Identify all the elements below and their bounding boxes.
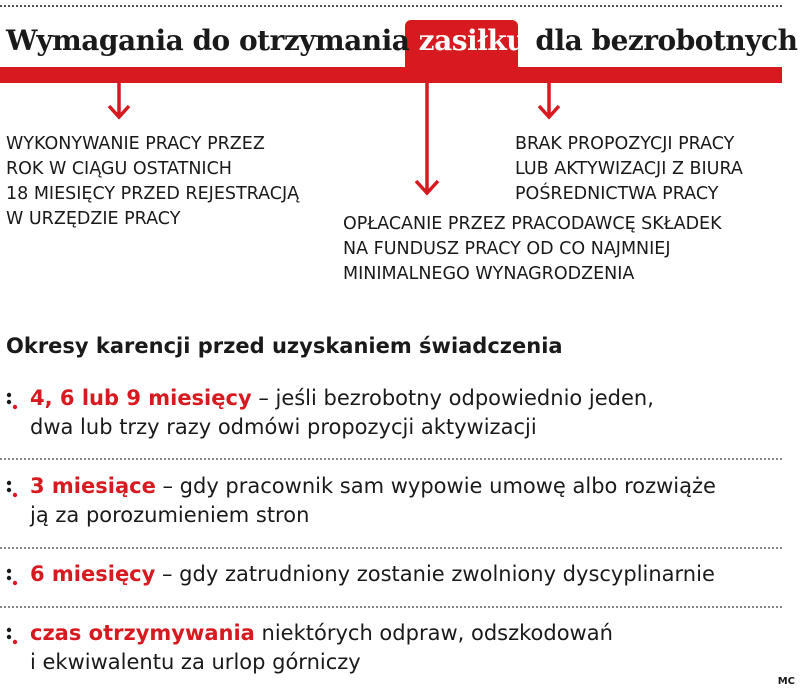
- period-description: – jeśli bezrobotny odpowiednio jeden, dwa lub trzy razy odmówi propozycji aktywizacji: [30, 386, 654, 439]
- bullet-dots-icon: [6, 387, 18, 411]
- arrow-down-icon: [536, 80, 562, 122]
- period-description: niektórych odpraw, odszkodowań i ekwiwalentu za urlop górniczy: [30, 621, 613, 674]
- dotted-divider: [0, 606, 782, 608]
- bullet-dots-icon: [6, 622, 18, 646]
- period-highlight: 3 miesiące: [30, 474, 156, 498]
- top-dotted-rule: [0, 5, 782, 7]
- page-title: Wymagania do otrzymania zasiłku dla bezrobotnych: [6, 24, 798, 57]
- arrow-down-icon: [412, 80, 442, 198]
- period-highlight: czas otrzymywania: [30, 621, 255, 645]
- bullet-dots-icon: [6, 475, 18, 499]
- bullet-dots-icon: [6, 563, 18, 587]
- requirement-work-period: WYKONYWANIE PRACY PRZEZ ROK W CIĄGU OSTATNICH 18 MIESIĘCY PRZED REJESTRACJĄ W URZĘDZIE PRACY: [6, 134, 300, 229]
- period-highlight: 4, 6 lub 9 miesięcy: [30, 386, 252, 410]
- arrow-down-icon: [106, 80, 132, 122]
- dotted-divider: [0, 547, 782, 549]
- requirement-no-offer: BRAK PROPOZYCJI PRACY LUB AKTYWIZACJI Z BIURA POŚREDNICTWA PRACY: [515, 134, 743, 204]
- author-credit: MC: [777, 676, 795, 687]
- period-highlight: 6 miesięcy: [30, 562, 156, 586]
- period-description: – gdy zatrudniony zostanie zwolniony dyscyplinarnie: [155, 562, 715, 586]
- period-description: – gdy pracownik sam wypowie umowę albo rozwiąże ją za porozumieniem stron: [30, 474, 716, 527]
- section-title: Okresy karencji przed uzyskaniem świadczenia: [6, 334, 563, 358]
- title-highlight-word: zasiłku: [418, 24, 527, 57]
- dotted-divider: [0, 458, 782, 460]
- requirement-contributions: OPŁACANIE PRZEZ PRACODAWCĘ SKŁADEK NA FUNDUSZ PRACY OD CO NAJMNIEJ MINIMALNEGO WYNAGRODZENIA: [343, 214, 722, 284]
